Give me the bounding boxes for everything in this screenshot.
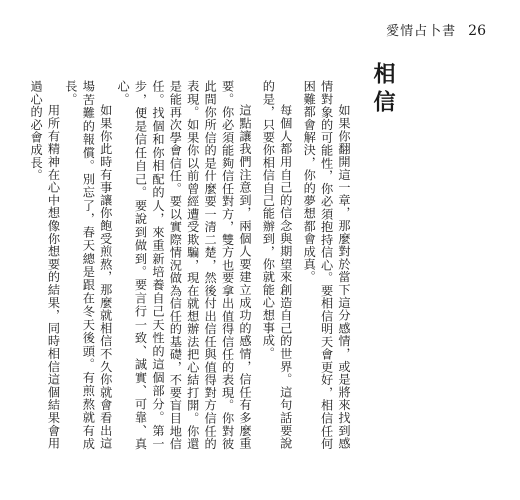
book-title: 愛情占卜書: [386, 24, 457, 39]
paragraph: 用所有精神在心中想像你想要的結果，同時相信這個結果會用過心的必會成長。: [29, 80, 61, 450]
paragraph: 如果你翻開這一章，那麼對於當下這分感情，或是將來找到感情對象的可能性，你必須抱持信心。要相信明天會更好，相信任何困難都會解決，你的夢想都會成真。: [302, 80, 351, 450]
chapter-title: 相信: [370, 62, 396, 118]
body-text: [27, 80, 352, 450]
paragraph: 每個人都用自己的信念與期望來創造自己的世界。這句話要說的是，只要你相信自己能辦到，你就能心想事成。: [261, 80, 293, 450]
paragraph: 如果你此時有事讓你飽受煎熬，那麼就相信不久你就會看出這場苦難的報償。別忘了，春天總是跟在冬天後頭。有煎熬就有成長。: [63, 80, 113, 450]
paragraph: 這點讓我們注意到，兩個人要建立成功的感情，信任有多麼重要。你必須能夠信任對方，雙方也要拿出值得信任的表現。你對彼此間你所信的是什麼要一清二楚，然後付出信任與值得對方信任的表現。如果你以前曾經遭受欺騙，現在就想辦法把心結打開。你還是能再次學會信任。要以實際情況做為信任的基礎，不要盲目地信任。找個和你相配的人，來重新培養自己天性的這個部分。第一步，便是信任自己。要說到做到。要言行一致、誠實、可靠、真心。: [116, 80, 252, 450]
page-header: [386, 20, 486, 39]
page-number: 26: [468, 23, 486, 39]
